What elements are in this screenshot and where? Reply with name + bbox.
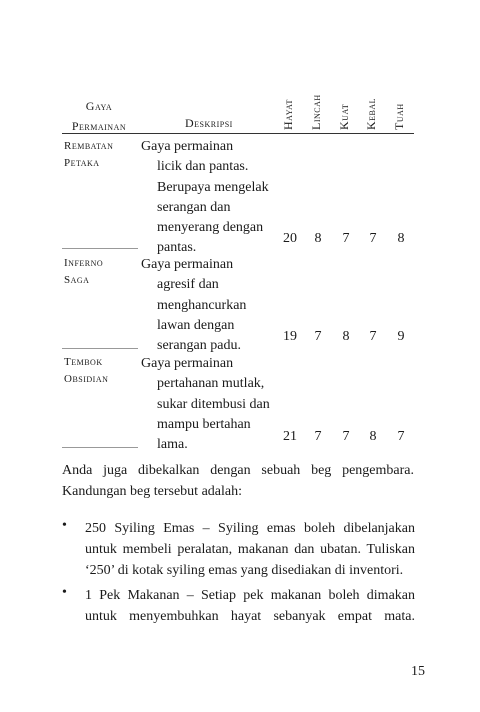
stat-lincah: 8 bbox=[314, 231, 322, 246]
desc-line: lawan dengan bbox=[157, 317, 235, 333]
stat-lincah: 7 bbox=[314, 329, 322, 344]
stat-kebal: 7 bbox=[369, 231, 377, 246]
desc-line: pantas. bbox=[157, 240, 197, 256]
desc-line: pertahanan mutlak, bbox=[157, 376, 265, 392]
desc-line: Gaya permainan bbox=[141, 356, 234, 371]
desc-line: menyerang dengan bbox=[157, 220, 264, 236]
row-description bbox=[141, 354, 281, 455]
row-name-rembatan-petaka bbox=[64, 138, 113, 172]
header-line: Permainan bbox=[71, 119, 127, 133]
stat-hayat: 21 bbox=[283, 429, 297, 444]
bullet-marker: • bbox=[62, 518, 67, 533]
stat-kuat: 8 bbox=[342, 329, 350, 344]
desc-line: Gaya permainan bbox=[141, 257, 234, 272]
header-line: Gaya bbox=[85, 99, 113, 113]
desc-line: Berupaya mengelak bbox=[157, 179, 269, 195]
column-header-gaya-permainan bbox=[60, 96, 138, 136]
row-divider bbox=[62, 248, 138, 249]
bullet-line: untuk membeli peralatan, makanan dan ubatan. Tuliskan bbox=[85, 542, 415, 557]
stat-kebal: 7 bbox=[369, 329, 377, 344]
name-line: Tembok bbox=[64, 356, 103, 368]
bullet-item-food-pack bbox=[85, 585, 415, 627]
column-header-kuat: Kuat bbox=[337, 103, 351, 130]
desc-line: menghancurkan bbox=[157, 297, 247, 313]
bullet-line: untuk menyembuhkan hayat sebanyak empat mata. bbox=[85, 609, 415, 624]
bullet-line: ‘250’ di kotak syiling emas yang disediakan di inventori. bbox=[85, 563, 404, 578]
bullet-item-gold-coins bbox=[85, 518, 415, 581]
desc-line: agresif dan bbox=[157, 277, 219, 293]
header-rule bbox=[62, 133, 414, 134]
column-header-tuah: Tuah bbox=[392, 103, 406, 130]
column-header-kebal: Kebal bbox=[364, 97, 378, 130]
stat-tuah: 8 bbox=[397, 231, 405, 246]
intro-paragraph: Anda juga dibekalkan dengan sebuah beg pengembara. Kandungan beg tersebut adalah: bbox=[62, 463, 414, 499]
name-line: Saga bbox=[64, 274, 90, 286]
name-line: Inferno bbox=[64, 257, 104, 269]
row-divider bbox=[62, 348, 138, 349]
row-name-inferno-saga bbox=[64, 255, 103, 289]
page-number: 15 bbox=[411, 664, 425, 679]
name-line: Petaka bbox=[64, 157, 100, 169]
stat-tuah: 7 bbox=[397, 429, 405, 444]
row-name-tembok-obsidian bbox=[64, 354, 108, 388]
desc-line: serangan padu. bbox=[157, 338, 241, 354]
stat-hayat: 20 bbox=[283, 231, 297, 246]
name-line: Rembatan bbox=[64, 140, 114, 152]
desc-line: licik dan pantas. bbox=[157, 159, 249, 175]
stat-tuah: 9 bbox=[397, 329, 405, 344]
stat-kebal: 8 bbox=[369, 429, 377, 444]
stat-hayat: 19 bbox=[283, 329, 297, 344]
column-header-hayat: Hayat bbox=[281, 99, 295, 130]
stat-kuat: 7 bbox=[342, 429, 350, 444]
desc-line: sukar ditembusi dan bbox=[157, 396, 270, 412]
stat-lincah: 7 bbox=[314, 429, 322, 444]
row-description bbox=[141, 137, 281, 259]
desc-line: mampu bertahan bbox=[157, 416, 251, 432]
desc-line: Gaya permainan bbox=[141, 139, 234, 154]
desc-line: serangan dan bbox=[157, 199, 231, 215]
bullet-line: 1 Pek Makanan – Setiap pek makanan boleh dimakan bbox=[85, 588, 415, 603]
bullet-line: 250 Syiling Emas – Syiling emas boleh dibelanjakan bbox=[85, 521, 415, 536]
stat-kuat: 7 bbox=[342, 231, 350, 246]
column-header-deskripsi: Deskripsi bbox=[185, 116, 233, 130]
name-line: Obsidian bbox=[64, 373, 109, 385]
row-divider bbox=[62, 447, 138, 448]
column-header-lincah: Lincah bbox=[309, 94, 323, 130]
bullet-marker: • bbox=[62, 585, 67, 600]
row-description bbox=[141, 255, 281, 356]
desc-line: lama. bbox=[157, 437, 188, 453]
